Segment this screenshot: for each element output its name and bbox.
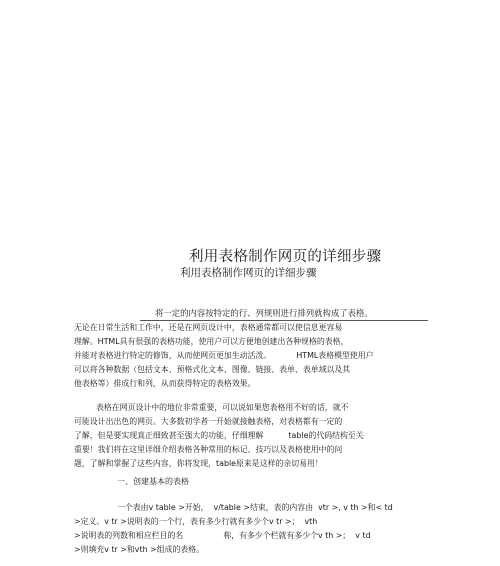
paragraph-line: >定义。v tr >说明表的一个行，表有多少行就有多少个v tr >； vth	[74, 517, 318, 526]
paragraph-line: 重要！我们将在这里详细介绍表格各种常用的标记、技巧以及表格使用中的问	[74, 445, 343, 454]
paragraph-line: 理解。HTML具有很强的表格功能，使用户可以方便地创建出各种规格的表格，	[74, 337, 349, 346]
intro-underline	[140, 320, 428, 321]
paragraph-line: 一个表由v table >开始， v/table >结束，表的内容由 vtr >, v th >和< td	[117, 503, 393, 512]
intro-sentence: 将一定的内容按特定的行、列规则进行排列就构成了表格。	[155, 308, 373, 318]
document-title: 利用表格制作网页的详细步骤	[189, 249, 382, 265]
paragraph-line: >则填充v tr >和vth >组成的表格。	[74, 545, 205, 554]
paragraph-line: >说明表的列数和相应栏目的名 称，有多少个栏就有多少个v th >； v td	[74, 531, 371, 540]
document-subtitle: 利用表格制作网页的详细步骤	[180, 267, 317, 279]
paragraph-line: 表格在网页设计中的地位非常重要，可以说如果您表格用不好的话，就不	[96, 403, 349, 412]
paragraph-line: 题，了解和掌握了这些内容，你将发现，table原来是这样的亲切易用！	[74, 459, 323, 468]
paragraph-line: 他表格等）排成行和列，从而获得特定的表格效果。	[74, 379, 256, 388]
section-heading: 一、创建基本的表格	[117, 477, 189, 486]
paragraph-line: 并能对表格进行特定的修饰，从而使网页更加生动活泼。 HTML表格模型使用户	[74, 351, 374, 360]
paragraph-line: 可能设计出出色的网页。大多数初学者一开始就接触表格，对表格都有一定的	[74, 417, 343, 426]
paragraph-line: 无论在日常生活和工作中，还是在网页设计中，表格通常都可以使信息更容易	[74, 323, 343, 332]
paragraph-line: 可以将各种数据（包括文本、预格式化文本、图像、链接、表单、表单域以及其	[74, 365, 351, 374]
paragraph-line: 了解，但是要实现真正细致甚至强大的功能，仔细理解 table的代码结构至关	[74, 431, 364, 440]
